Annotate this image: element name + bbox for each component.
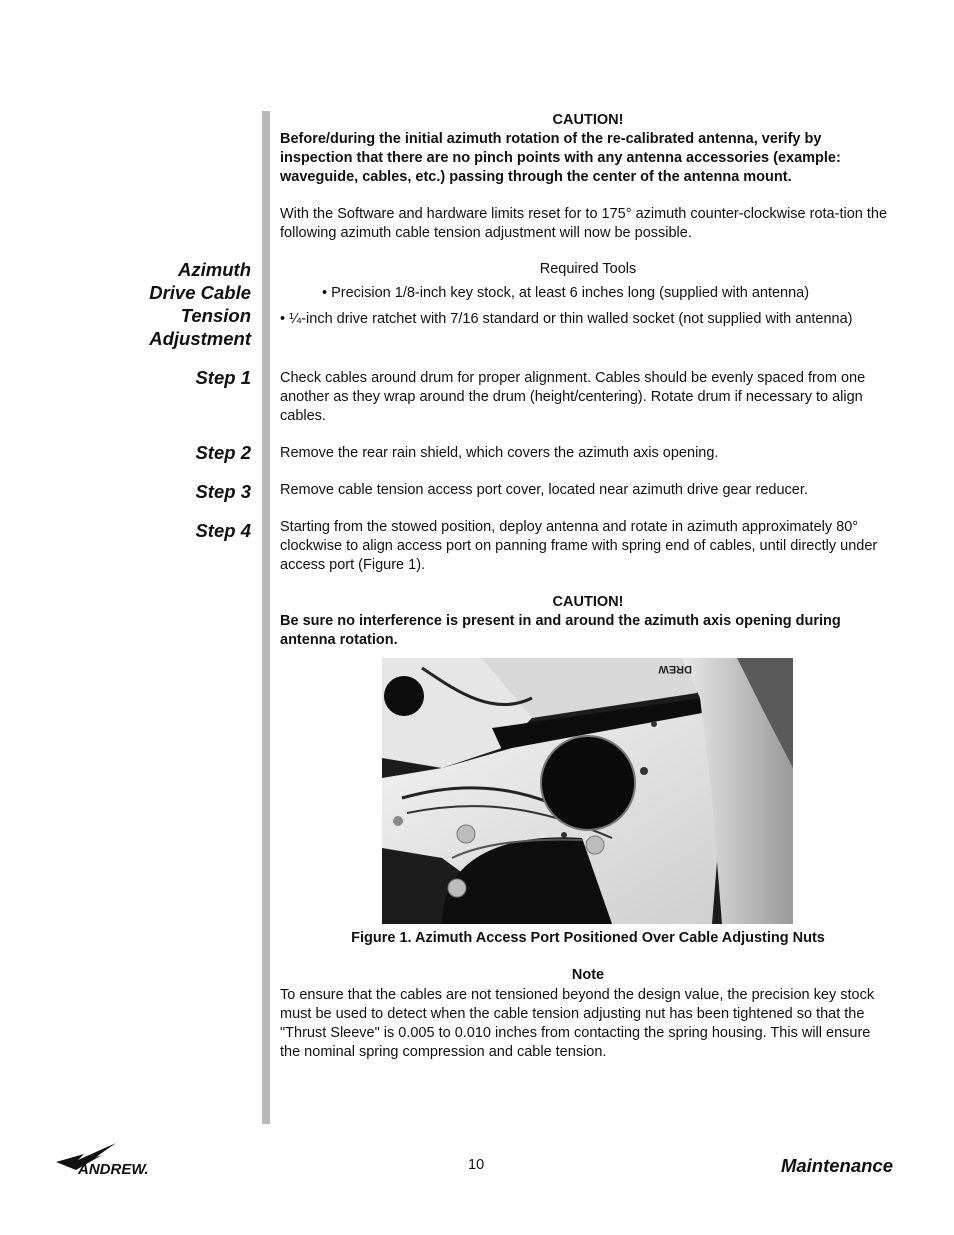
caution-text: Be sure no interference is present in and around the azimuth axis opening during antenna rotation. [280, 613, 841, 648]
step-text: Remove the rear rain shield, which covers the azimuth axis opening. [280, 445, 719, 461]
photo-illustration [382, 658, 793, 924]
step-label: Step 4 [195, 520, 251, 541]
tools-title: Required Tools [539, 261, 637, 277]
step-text: Check cables around drum for proper alignment. Cables should be evenly spaced from one another as they wrap around the drum (height/centering). Rotate drum if necessary to align cables. [280, 370, 866, 424]
figure-caption: Figure 1. Azimuth Access Port Positioned Over Cable Adjusting Nuts [351, 930, 825, 946]
tools-item [280, 311, 853, 327]
step-label: Step 3 [195, 481, 251, 502]
andrew-logo [56, 1140, 174, 1180]
caution-title: CAUTION! [552, 594, 624, 610]
step-text: Starting from the stowed position, deploy antenna and rotate in azimuth approximately 80° clockwise to align access port on panning frame with spring end of cables, until directly under access port (Figure 1). [280, 519, 878, 573]
bullet-icon: • [322, 285, 328, 301]
logo-text: ANDREW. [78, 1161, 149, 1178]
caution-text: Before/during the initial azimuth rotation of the re-calibrated antenna, verify by inspection that there are no pinch points with any antenna accessories (example: waveguide, cables, etc.) passing through the center of the antenna mount. [280, 131, 841, 185]
tools-item-text: Precision 1/8-inch key stock, at least 6 inches long (supplied with antenna) [331, 285, 810, 301]
note-text: To ensure that the cables are not tensioned beyond the design value, the precision key stock must be used to detect when the cable tension adjusting nut has been tightened so that the "Thrust Sleeve" is 0.005 to 0.010 inches from contacting the spring housing. This will ensure the nominal spring compression and cable tension. [280, 987, 875, 1060]
intro-paragraph: With the Software and hardware limits reset for to 175° azimuth counter-clockwise rota-tion the following azimuth cable tension adjustment will now be possible. [280, 206, 888, 241]
figure-photo [382, 658, 793, 924]
margin-rule [262, 111, 270, 1124]
step-label: Step 2 [195, 442, 251, 463]
footer-section-title: Maintenance [780, 1155, 893, 1176]
photo-label: DREW [658, 663, 692, 675]
note-title: Note [571, 967, 605, 983]
section-heading-line: Drive Cable [149, 282, 251, 303]
step-label: Step 1 [195, 367, 251, 388]
step-text: Remove cable tension access port cover, located near azimuth drive gear reducer. [280, 482, 808, 498]
logo-lightning-icon [56, 1140, 174, 1180]
page-number: 10 [468, 1157, 485, 1173]
section-heading-line: Tension [180, 305, 251, 326]
section-heading [149, 258, 251, 350]
section-heading-line: Adjustment [149, 328, 251, 349]
caution-title: CAUTION! [552, 112, 624, 128]
tools-item-text: ¼-inch drive ratchet with 7/16 standard or thin walled socket (not supplied with antenna) [289, 311, 853, 327]
bullet-icon: • [280, 311, 286, 327]
tools-item [322, 285, 809, 301]
section-heading-line: Azimuth [178, 259, 251, 280]
